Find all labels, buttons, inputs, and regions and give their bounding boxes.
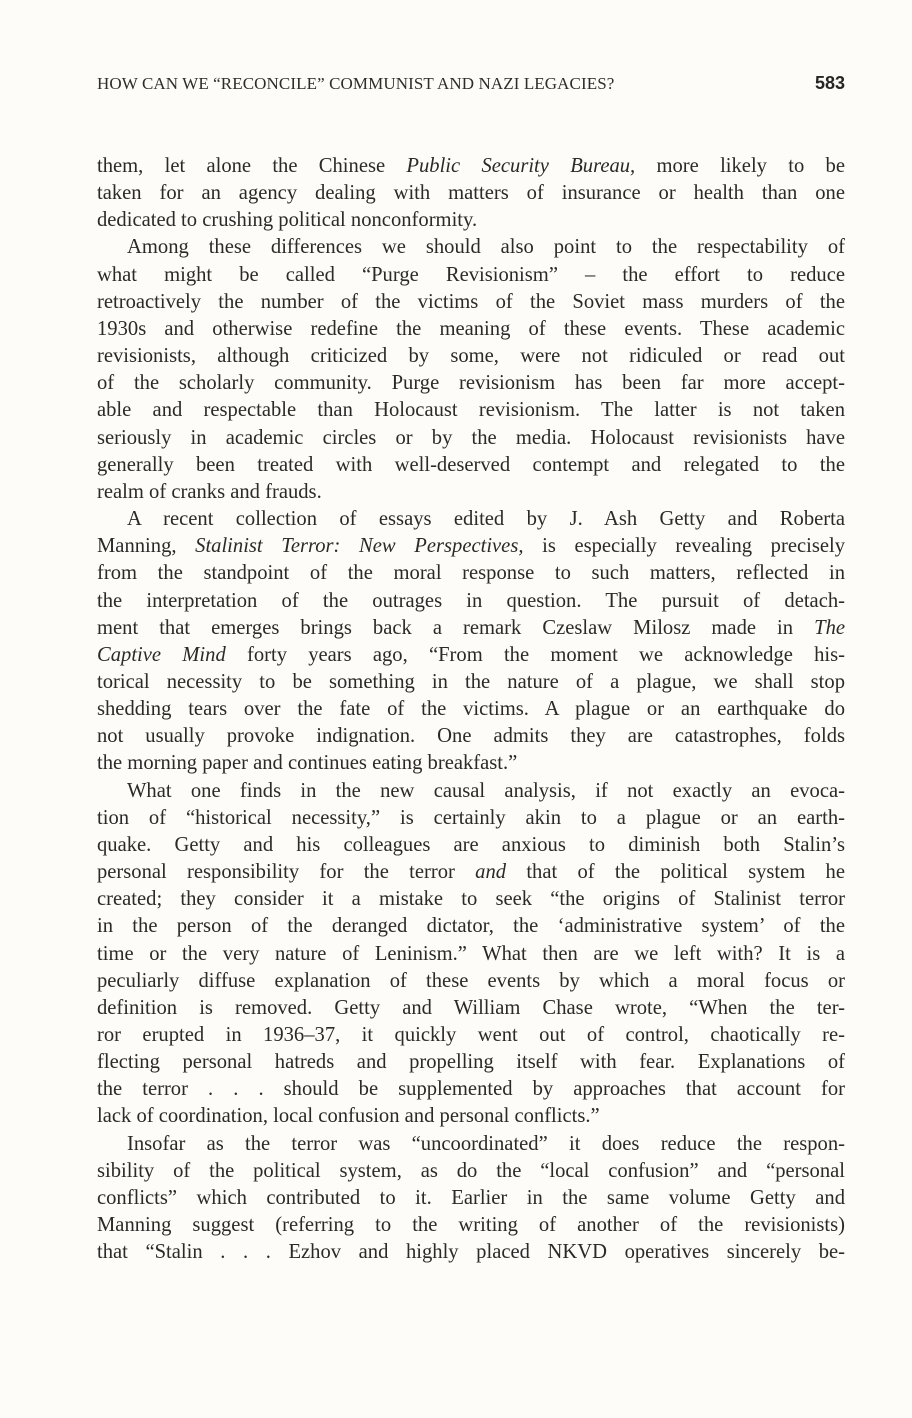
text-span: is especially revealing precisely [523, 535, 845, 558]
text-span: the terror . . . should be supplemented by approaches that account for [97, 1078, 845, 1101]
text-line [97, 452, 845, 479]
text-line [97, 615, 845, 642]
text-span: flecting personal hatreds and propelling itself with fear. Explanations of [97, 1051, 845, 1074]
text-span: lack of coordination, local confusion and personal conflicts.” [97, 1105, 600, 1128]
text-span: ror erupted in 1936–37, it quickly went out of control, chaotically re- [97, 1024, 845, 1046]
text-line [97, 234, 845, 261]
text-span: realm of cranks and frauds. [97, 480, 322, 503]
text-span: what might be called “Purge Revisionism” – the effort to reduce [97, 263, 845, 286]
text-span: the interpretation of the outrages in question. The pursuit of detach- [97, 589, 845, 612]
text-span: torical necessity to be something in the nature of a plague, we shall stop [97, 670, 845, 693]
text-line [97, 886, 845, 913]
text-span: ment that emerges brings back a remark Czeslaw Milosz made in [97, 616, 815, 639]
text-line [97, 805, 845, 832]
text-span: retroactively the number of the victims of the Soviet mass murders of the [97, 290, 845, 313]
text-span: able and respectable than Holocaust revisionism. The latter is not taken [97, 399, 845, 422]
text-line [97, 370, 845, 397]
text-line [97, 642, 845, 669]
text-span: taken for an agency dealing with matters of insurance or health than one [97, 182, 845, 205]
text-line [97, 1049, 845, 1076]
text-line [97, 316, 845, 343]
italic-span: Stalinist Terror: New Perspectives, [195, 535, 524, 558]
paragraph [97, 153, 845, 234]
text-line [97, 1103, 845, 1130]
body-text [97, 153, 845, 1266]
text-line [97, 968, 845, 995]
text-line [97, 506, 845, 533]
text-line [97, 343, 845, 370]
paragraph [97, 1131, 845, 1267]
text-line [97, 180, 845, 207]
text-span: created; they consider it a mistake to seek “the origins of Stalinist terror [97, 888, 845, 911]
text-span: that of the political system he [506, 861, 845, 884]
text-line [97, 750, 845, 777]
text-line [97, 696, 845, 723]
text-line [97, 1022, 845, 1049]
text-span: seriously in academic circles or by the media. Holocaust revisionists have [97, 426, 845, 449]
text-line [97, 425, 845, 452]
running-title: HOW CAN WE “RECONCILE” COMMUNIST AND NAZI LEGACIES? [97, 74, 615, 93]
text-span: sibility of the political system, as do the “local confusion” and “personal [97, 1159, 845, 1182]
text-span: them, let alone the Chinese [97, 155, 407, 177]
italic-span: Captive Mind [97, 643, 226, 666]
text-span: Manning suggest (referring to the writing of another of the revisionists) [97, 1214, 845, 1237]
text-span: quake. Getty and his colleagues are anxious to diminish both Stalin’s [97, 833, 845, 856]
text-line [97, 995, 845, 1022]
text-span: 1930s and otherwise redefine the meaning of these events. These academic [97, 317, 845, 340]
text-line [97, 669, 845, 696]
text-line [97, 397, 845, 424]
text-span: tion of “historical necessity,” is certainly akin to a plague or an earth- [97, 806, 845, 829]
text-line [97, 1076, 845, 1103]
text-line [97, 941, 845, 968]
text-span: Insofar as the terror was “uncoordinated” it does reduce the respon- [127, 1132, 845, 1155]
page-number: 583 [814, 73, 845, 93]
text-line [97, 1131, 845, 1158]
text-line [97, 1185, 845, 1212]
text-span: forty years ago, “From the moment we acknowledge his- [225, 643, 845, 666]
text-span: peculiarly diffuse explanation of these events by which a moral focus or [97, 969, 845, 992]
italic-span: and [475, 861, 507, 884]
text-span: that “Stalin . . . Ezhov and highly placed NKVD operatives sincerely be- [97, 1241, 845, 1264]
text-span: revisionists, although criticized by some, were not ridiculed or read out [97, 345, 845, 368]
text-span: more likely to be [635, 155, 845, 177]
text-span: time or the very nature of Leninism.” What then are we left with? It is a [97, 942, 845, 965]
text-line [97, 913, 845, 940]
text-line [97, 289, 845, 316]
text-span: generally been treated with well-deserved contempt and relegated to the [97, 453, 845, 476]
running-header [97, 73, 845, 94]
text-line [97, 778, 845, 805]
text-line [97, 262, 845, 289]
text-line [97, 1239, 845, 1266]
text-line [97, 153, 845, 180]
text-span: shedding tears over the fate of the victims. A plague or an earthquake do [97, 698, 845, 721]
text-line [97, 560, 845, 587]
text-span: Manning, [97, 535, 196, 558]
text-span: definition is removed. Getty and William Chase wrote, “When the ter- [97, 996, 845, 1019]
paragraph [97, 234, 845, 506]
text-span: conflicts” which contributed to it. Earlier in the same volume Getty and [97, 1186, 845, 1209]
paragraph [97, 506, 845, 778]
text-span: in the person of the deranged dictator, the ‘administrative system’ of the [97, 915, 845, 938]
text-span: of the scholarly community. Purge revisionism has been far more accept- [97, 372, 845, 395]
text-span: personal responsibility for the terror [97, 861, 476, 884]
text-span: not usually provoke indignation. One admits they are catastrophes, folds [97, 725, 845, 748]
text-span: Among these differences we should also point to the respectability of [127, 236, 845, 259]
text-span: the morning paper and continues eating breakfast.” [97, 752, 518, 775]
text-span: A recent collection of essays edited by J. Ash Getty and Roberta [127, 508, 845, 531]
text-span: What one finds in the new causal analysis, if not exactly an evoca- [127, 779, 845, 802]
paragraph [97, 778, 845, 1131]
text-line [97, 207, 845, 234]
text-line [97, 1212, 845, 1239]
text-line [97, 588, 845, 615]
text-line [97, 479, 845, 506]
text-line [97, 1158, 845, 1185]
text-line [97, 832, 845, 859]
italic-span: The [814, 616, 845, 639]
text-span: dedicated to crushing political nonconformity. [97, 209, 478, 232]
italic-span: Public Security Bureau, [406, 155, 636, 177]
text-line [97, 859, 845, 886]
text-line [97, 533, 845, 560]
text-span: from the standpoint of the moral response to such matters, reflected in [97, 562, 845, 585]
text-line [97, 723, 845, 750]
